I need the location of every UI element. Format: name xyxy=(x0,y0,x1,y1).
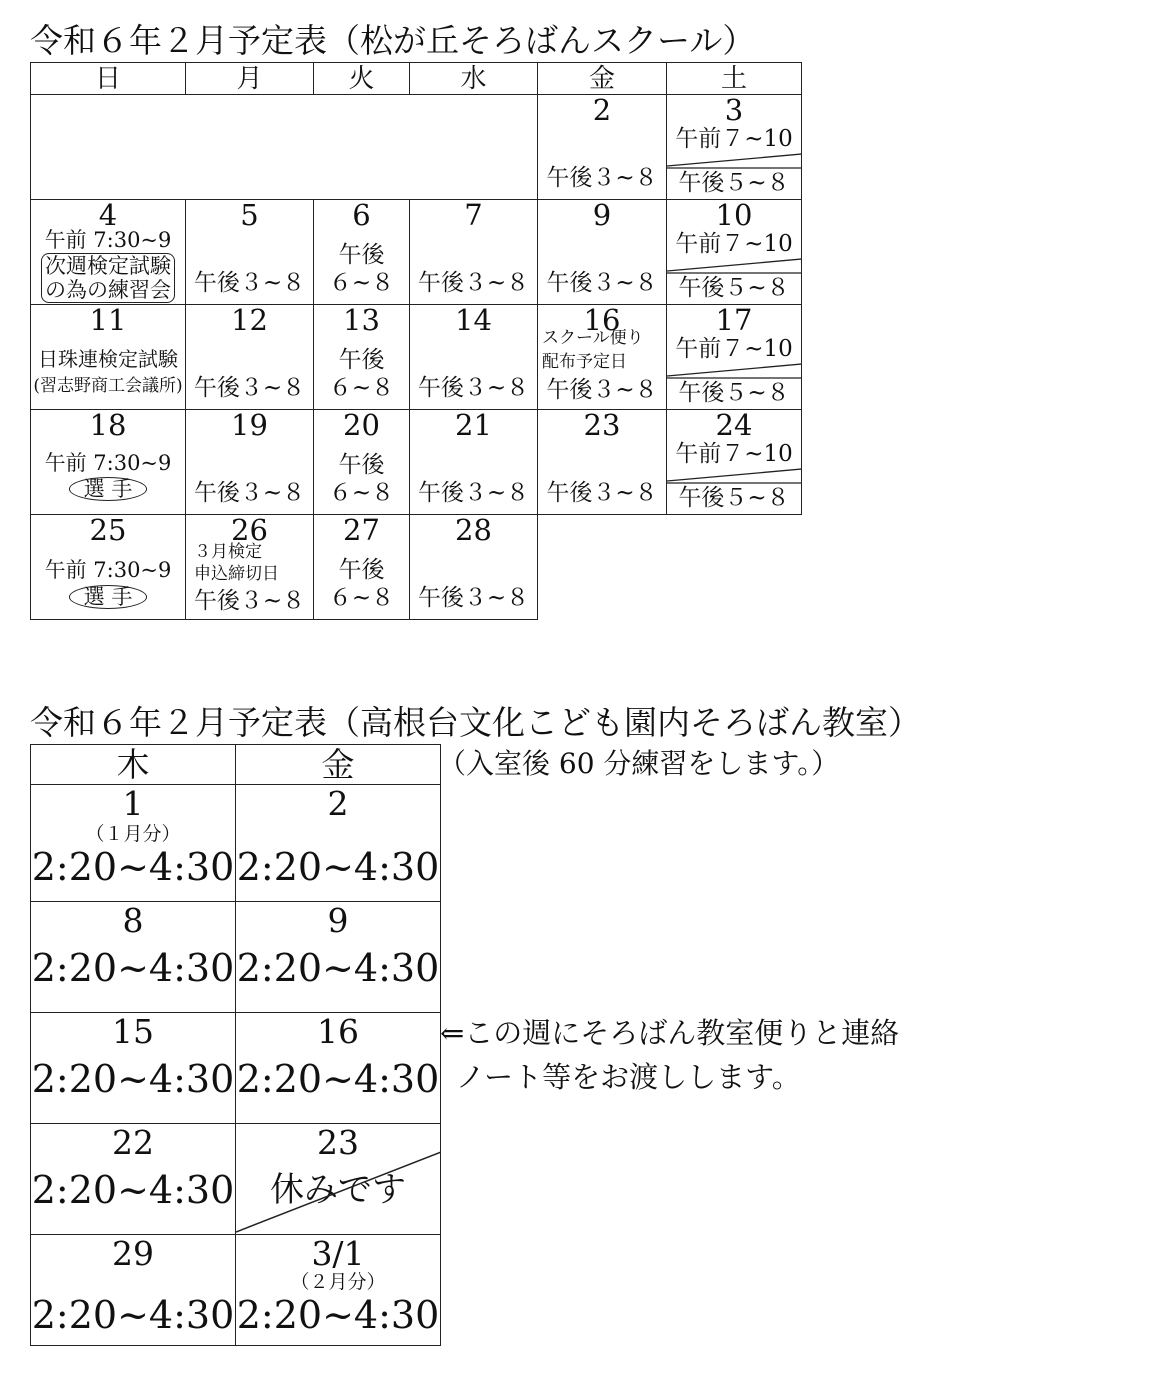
day-number: 8 xyxy=(122,901,144,940)
day-cell-sat xyxy=(667,305,802,410)
schedule-text: 午後３~８ xyxy=(193,375,306,401)
day-number: 9 xyxy=(327,901,349,940)
day-number: 25 xyxy=(89,514,127,547)
day-number: 19 xyxy=(231,409,268,442)
takanedai-subnote: （入室後 60 分練習をします。） xyxy=(438,747,840,780)
day-number: 27 xyxy=(343,514,380,547)
day-cell-fri xyxy=(538,410,667,515)
day-number: 16 xyxy=(317,1012,359,1051)
month-note: （２月分） xyxy=(290,1271,386,1293)
schedule-am: 午前 7:30~9 xyxy=(44,451,172,475)
schedule-text: 午後 xyxy=(338,452,385,478)
arrow-note-line-1: ⇐この週にそろばん教室便りと連絡 xyxy=(440,1016,900,1050)
time-text: 2:20~4:30 xyxy=(236,1293,440,1337)
note-line-2: 申込締切日 xyxy=(194,564,279,584)
schedule-text: 午後３~８ xyxy=(546,480,658,506)
week-row-4 xyxy=(31,410,802,515)
day-cell-sun xyxy=(31,410,186,515)
slash-line xyxy=(667,256,802,276)
day-number: 29 xyxy=(112,1234,154,1273)
time-text: 2:20~4:30 xyxy=(31,1168,235,1212)
note-line-2: の為の練習会 xyxy=(41,278,175,303)
day-number: 22 xyxy=(112,1123,154,1162)
day-number: 28 xyxy=(455,514,492,547)
schedule-text: 午後３~８ xyxy=(546,377,658,403)
day-cell-fri xyxy=(236,902,441,1013)
schedule-text: 午後３~８ xyxy=(546,270,658,296)
day-number: 24 xyxy=(715,409,753,442)
day-cell-fri xyxy=(236,785,441,902)
day-cell-sun xyxy=(31,200,186,305)
empty-cell xyxy=(538,515,802,620)
day-number: 5 xyxy=(240,199,259,232)
day-cell-wed xyxy=(410,305,538,410)
day-number: 11 xyxy=(89,304,127,337)
day-number: 18 xyxy=(89,409,127,442)
day-cell-wed xyxy=(410,515,538,620)
time-text: 2:20~4:30 xyxy=(236,946,440,990)
day-number: 20 xyxy=(343,409,380,442)
header-mon: 月 xyxy=(186,63,314,95)
day-cell-fri xyxy=(236,1124,441,1235)
time-text: 2:20~4:30 xyxy=(31,1293,235,1337)
day-cell-fri xyxy=(236,1235,441,1346)
day-cell-thu xyxy=(31,1235,236,1346)
day-number: 14 xyxy=(455,304,492,337)
schedule-text: 午後３~８ xyxy=(546,165,658,191)
day-cell-tue xyxy=(314,410,410,515)
schedule-text: 午後３~８ xyxy=(193,588,306,614)
week-row-2 xyxy=(31,200,802,305)
day-cell-fri xyxy=(538,305,667,410)
day-cell-thu xyxy=(31,1124,236,1235)
day-cell-sun xyxy=(31,305,186,410)
senshu-label: 選 手 xyxy=(69,585,148,609)
day-number: 9 xyxy=(592,199,612,232)
header-row xyxy=(31,63,802,95)
day-number: 21 xyxy=(455,409,492,442)
takanedai-title: 令和６年２月予定表（高根台文化こども園内そろばん教室） xyxy=(30,703,921,742)
day-cell-sun xyxy=(31,515,186,620)
day-number: 23 xyxy=(583,409,621,442)
day-cell-wed xyxy=(410,410,538,515)
header-row xyxy=(31,745,441,785)
day-cell-thu xyxy=(31,902,236,1013)
header-fri: 金 xyxy=(538,63,667,95)
schedule-am: 午前７~10 xyxy=(675,441,793,467)
day-cell-mon xyxy=(186,200,314,305)
schedule-am: 午前７~10 xyxy=(675,231,793,257)
closed-text: 休みです xyxy=(270,1170,406,1210)
day-cell-thu xyxy=(31,1013,236,1124)
day-number: 23 xyxy=(317,1123,359,1162)
day-number: 15 xyxy=(112,1012,154,1051)
day-cell-mon xyxy=(186,515,314,620)
day-number: 17 xyxy=(715,304,753,337)
day-number: 3 xyxy=(724,94,744,127)
month-note: （１月分） xyxy=(85,823,181,845)
day-number: 1 xyxy=(122,784,144,823)
day-cell-thu xyxy=(31,785,236,902)
day-cell-wed xyxy=(410,200,538,305)
slash-line xyxy=(667,151,802,171)
schedule-text: ６~８ xyxy=(328,270,395,296)
arrow-note-line-2: ノート等をお渡しします。 xyxy=(456,1060,801,1094)
day-number: 4 xyxy=(98,199,118,232)
schedule-text: 午後 xyxy=(338,557,385,583)
schedule-am: 午前７~10 xyxy=(675,336,793,362)
slash-line xyxy=(667,466,802,486)
schedule-text: 午後 xyxy=(338,242,385,268)
week-row-3 xyxy=(31,1013,441,1124)
schedule-text: 午後３~８ xyxy=(193,270,306,296)
empty-cell xyxy=(31,95,538,200)
schedule-text: ６~８ xyxy=(328,585,395,611)
note-line-1: 次週検定試験 xyxy=(41,253,175,278)
day-cell-fri xyxy=(538,200,667,305)
day-cell-mon xyxy=(186,305,314,410)
schedule-am: 午前 7:30~9 xyxy=(44,558,172,582)
time-text: 2:20~4:30 xyxy=(31,1057,235,1101)
time-text: 2:20~4:30 xyxy=(236,845,440,889)
header-thu: 木 xyxy=(31,745,236,785)
note-line-2: (習志野商工会議所) xyxy=(33,376,183,396)
schedule-am: 午前７~10 xyxy=(675,126,793,152)
week-row-5 xyxy=(31,1235,441,1346)
header-wed: 水 xyxy=(410,63,538,95)
header-tue: 火 xyxy=(314,63,410,95)
time-text: 2:20~4:30 xyxy=(31,946,235,990)
day-cell-tue xyxy=(314,305,410,410)
day-number: 26 xyxy=(231,514,268,547)
schedule-text: 午後３~８ xyxy=(417,270,530,296)
day-number: 12 xyxy=(231,304,268,337)
day-number: 16 xyxy=(583,304,621,337)
week-row-1 xyxy=(31,95,802,200)
note-line-1: 日珠連検定試験 xyxy=(38,347,178,371)
day-number: 7 xyxy=(464,199,483,232)
note-line-1: スクール便り xyxy=(542,328,644,348)
schedule-pm: 午後５~８ xyxy=(678,170,790,196)
week-row-5 xyxy=(31,515,802,620)
day-number: 2 xyxy=(327,784,349,823)
header-sun: 日 xyxy=(31,63,186,95)
schedule-text: ６~８ xyxy=(328,480,395,506)
slash-line xyxy=(667,361,802,381)
takanedai-calendar xyxy=(30,744,441,1346)
schedule-am: 午前 7:30~9 xyxy=(44,228,172,252)
day-cell-fri xyxy=(236,1013,441,1124)
schedule-text: 午後 xyxy=(338,347,385,373)
day-number: 10 xyxy=(715,199,753,232)
schedule-text: 午後３~８ xyxy=(193,480,306,506)
schedule-text: 午後３~８ xyxy=(417,585,530,611)
day-number: 2 xyxy=(592,94,612,127)
schedule-pm: 午後５~８ xyxy=(678,380,790,406)
schedule-pm: 午後５~８ xyxy=(678,275,790,301)
schedule-pm: 午後５~８ xyxy=(678,485,790,511)
schedule-text: 午後３~８ xyxy=(417,375,530,401)
time-text: 2:20~4:30 xyxy=(236,1057,440,1101)
week-row-3 xyxy=(31,305,802,410)
day-cell-mon xyxy=(186,410,314,515)
note-line-1: ３月検定 xyxy=(194,542,262,562)
day-cell-tue xyxy=(314,515,410,620)
note-line-2: 配布予定日 xyxy=(542,352,627,372)
day-number: 6 xyxy=(352,199,371,232)
schedule-text: ６~８ xyxy=(328,375,395,401)
day-cell-sat xyxy=(667,95,802,200)
day-cell-sat xyxy=(667,410,802,515)
week-row-4 xyxy=(31,1124,441,1235)
strike-line xyxy=(236,1124,441,1234)
matsugaoka-title: 令和６年２月予定表（松が丘そろばんスクール） xyxy=(30,21,756,60)
matsugaoka-calendar xyxy=(30,62,802,620)
day-cell-tue xyxy=(314,200,410,305)
day-number: 3/1 xyxy=(311,1234,365,1273)
header-fri: 金 xyxy=(236,745,441,785)
header-sat: 土 xyxy=(667,63,802,95)
time-text: 2:20~4:30 xyxy=(31,845,235,889)
day-cell-sat xyxy=(667,200,802,305)
schedule-text: 午後３~８ xyxy=(417,480,530,506)
day-number: 13 xyxy=(343,304,380,337)
day-cell-fri xyxy=(538,95,667,200)
week-row-1 xyxy=(31,785,441,902)
senshu-label: 選 手 xyxy=(69,477,148,501)
week-row-2 xyxy=(31,902,441,1013)
